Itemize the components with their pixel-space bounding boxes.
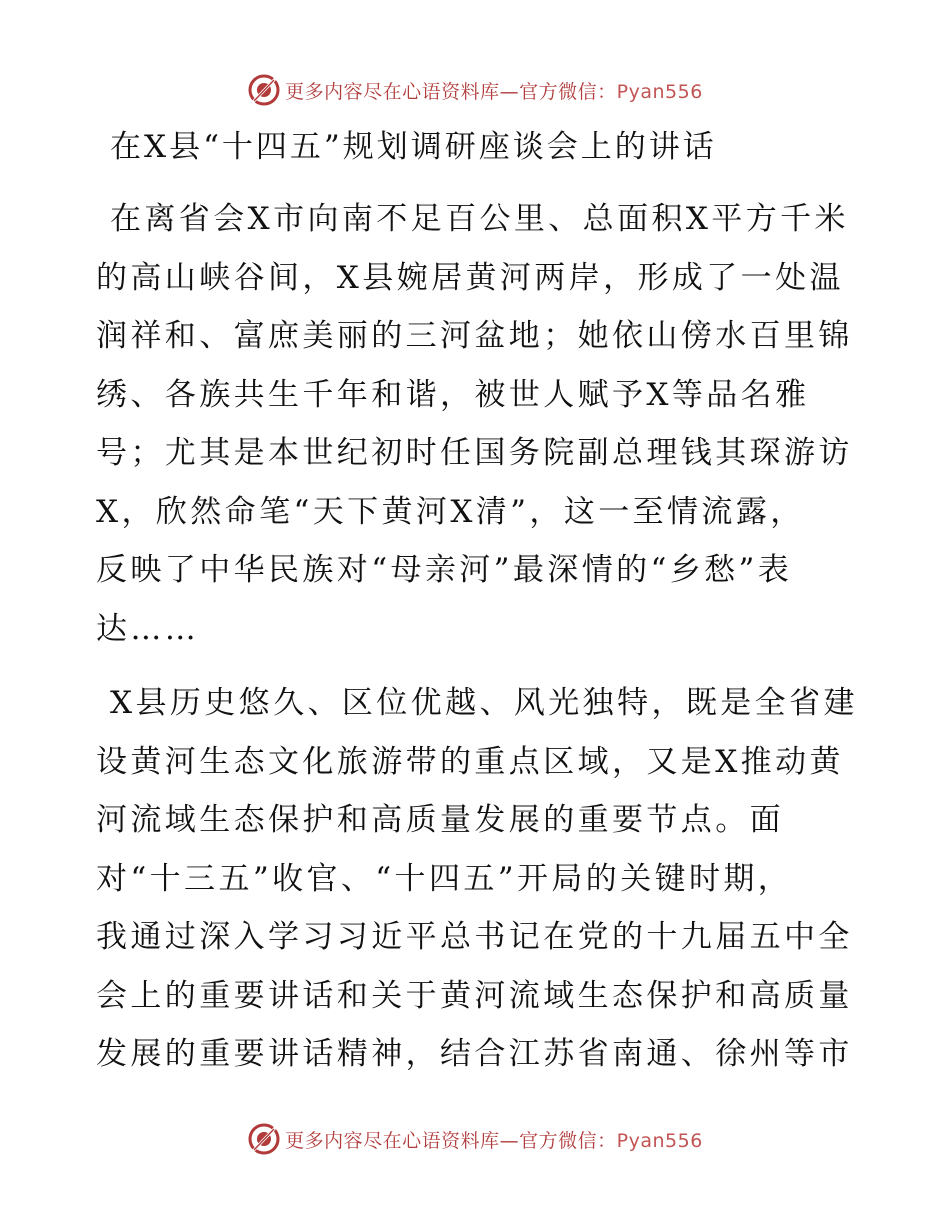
text-line: 会上的重要讲话和关于黄河流域生态保护和高质量 xyxy=(96,977,853,1014)
text-line: 的高山峡谷间，X县婉居黄河两岸，形成了一处温 xyxy=(96,259,844,296)
text-line: 发展的重要讲话精神，结合江苏省南通、徐州等市 xyxy=(96,1036,853,1072)
document-body xyxy=(96,118,856,1084)
text-line: 达…… xyxy=(96,610,200,647)
paragraph-2 xyxy=(96,674,856,1084)
footer-watermark-banner xyxy=(0,1119,950,1159)
text-line: 号；尤其是本世纪初时任国务院副总理钱其琛游访 xyxy=(96,435,853,471)
text-line: 河流域生态保护和高质量发展的重要节点。面 xyxy=(96,802,784,838)
text-line: 我通过深入学习习近平总书记在党的十九届五中全 xyxy=(96,919,853,955)
header-watermark-label: 更多内容尽在心语资料库—官方微信： xyxy=(285,80,617,103)
xinyu-logo-icon xyxy=(247,1122,281,1156)
text-line: 在离省会X市向南不足百公里、总面积X平方千米 xyxy=(110,201,849,237)
header-wechat-id: Pyan556 xyxy=(616,80,703,103)
header-watermark-text xyxy=(285,77,703,104)
text-line: 反映了中华民族对“母亲河”最深情的“乡愁”表 xyxy=(96,552,793,588)
text-line: X，欣然命笔“天下黄河X清”，这一至情流露， xyxy=(96,493,805,530)
footer-watermark-label: 更多内容尽在心语资料库—官方微信： xyxy=(285,1129,617,1152)
paragraph-1 xyxy=(96,190,856,658)
text-line: X县历史悠久、区位优越、风光独特，既是全省建 xyxy=(110,685,858,721)
header-watermark-banner xyxy=(0,70,950,110)
footer-wechat-id: Pyan556 xyxy=(616,1129,703,1152)
text-line: 设黄河生态文化旅游带的重点区域，又是X推动黄 xyxy=(96,743,844,780)
text-line: 对“十三五”收官、“十四五”开局的关键时期， xyxy=(96,860,793,897)
xinyu-logo-icon xyxy=(247,73,281,107)
document-title: 在X县“十四五”规划调研座谈会上的讲话 xyxy=(110,129,717,165)
text-line: 润祥和、富庶美丽的三河盆地；她依山傍水百里锦 xyxy=(96,318,853,354)
text-line: 绣、各族共生千年和谐，被世人赋予X等品名雅 xyxy=(96,376,810,413)
footer-watermark-text xyxy=(285,1126,703,1153)
